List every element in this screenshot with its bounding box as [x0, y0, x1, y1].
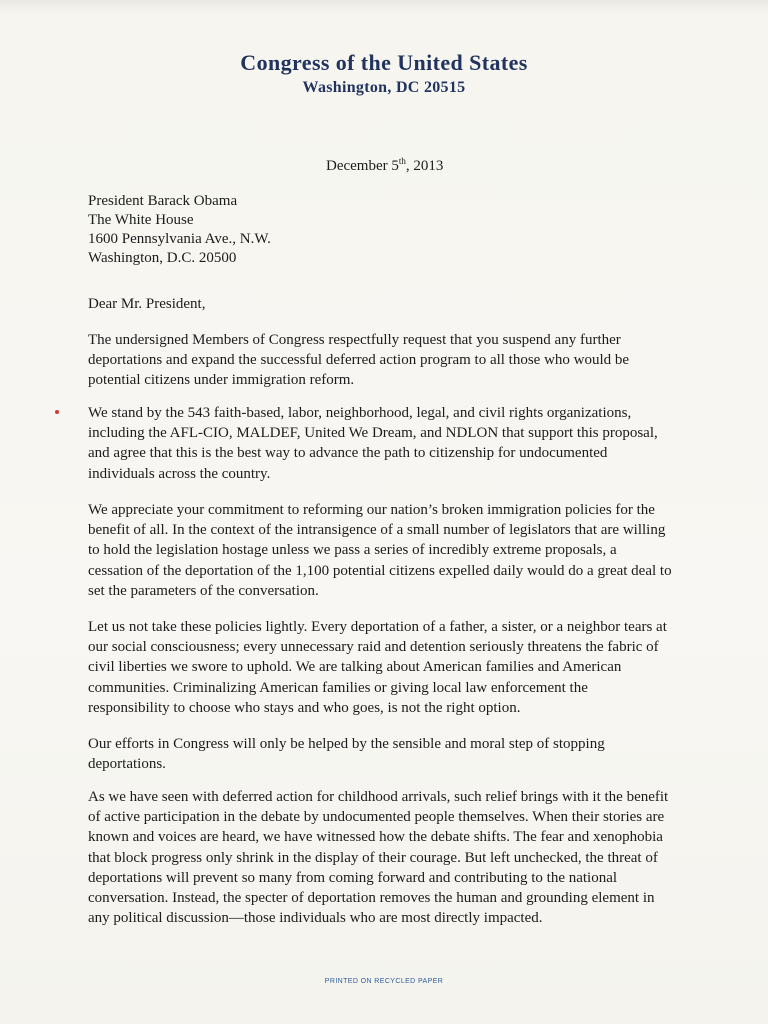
date-year: , 2013	[405, 158, 444, 174]
paragraph-6	[88, 787, 688, 928]
paragraph-line: civil liberties we swore to uphold. We are talking about American families and American	[88, 659, 622, 676]
recipient-line: President Barack Obama	[88, 193, 238, 209]
paragraph-2	[88, 403, 688, 484]
paragraph-3	[88, 500, 688, 601]
paragraph-line: any political discussion—those individuals who are most directly impacted.	[88, 910, 543, 927]
date-month-day: December 5	[326, 158, 399, 174]
letterhead-address: Washington, DC 20515	[302, 79, 466, 96]
paragraph-line: deportations will prevent so many from coming forward and contributing to the national	[88, 869, 618, 886]
paragraph-line: and agree that this is the best way to advance the path to citizenship for undocumented	[88, 445, 608, 462]
paragraph-line: We appreciate your commitment to reforming our nation’s broken immigration policies for the	[88, 502, 655, 518]
letter-date	[326, 158, 443, 175]
paragraph-line: potential citizens under immigration reform.	[88, 372, 355, 389]
paragraph-4	[88, 617, 688, 718]
paragraph-line: Let us not take these policies lightly. Every deportation of a father, a sister, or a neighbor tears at	[88, 619, 667, 635]
paragraph-line: The undersigned Members of Congress respectfully request that you suspend any further	[88, 332, 621, 348]
paragraph-line: of active participation in the debate by undocumented people themselves. When their stories are	[88, 809, 665, 826]
recipient-address	[88, 192, 271, 268]
recipient-line: The White House	[88, 212, 194, 228]
recipient-line: 1600 Pennsylvania Ave., N.W.	[88, 231, 271, 247]
paragraph-line: communities. Criminalizing American families or giving local law enforcement the	[88, 679, 588, 696]
paragraph-line: deportations and expand the successful deferred action program to all those who would be	[88, 352, 630, 369]
paragraph-5	[88, 734, 688, 774]
recipient-line: Washington, D.C. 20500	[88, 250, 237, 266]
salutation: Dear Mr. President,	[88, 296, 206, 312]
date-suffix: th	[398, 156, 406, 166]
paragraph-line: individuals across the country.	[88, 465, 271, 482]
paragraph-line: including the AFL-CIO, MALDEF, United We Dream, and NDLON that support this proposal,	[88, 425, 658, 442]
paragraph-line: responsibility to choose who stays and who goes, is not the right option.	[88, 699, 521, 716]
paragraph-line: deportations.	[88, 756, 166, 773]
margin-mark	[55, 410, 59, 414]
paragraph-line: benefit of all. In the context of the intransigence of a small number of legislators that are willing	[88, 522, 666, 539]
paragraph-line: set the parameters of the conversation.	[88, 582, 319, 599]
paragraph-line: We stand by the 543 faith-based, labor, neighborhood, legal, and civil rights organizations,	[88, 405, 632, 421]
paragraph-line: conversation. Instead, the specter of deportation removes the human and grounding element in	[88, 890, 655, 907]
paragraph-line: to hold the legislation hostage unless we pass a series of incredibly extreme proposals, a	[88, 542, 617, 559]
letterhead-title: Congress of the United States	[240, 50, 528, 75]
paragraph-line: our social consciousness; every unnecessary raid and detention seriously threatens the fabric of	[88, 639, 659, 656]
paragraph-line: cessation of the deportation of the 1,100 potential citizens expelled daily would do a great deal to	[88, 562, 672, 579]
recycled-paper-footer: PRINTED ON RECYCLED PAPER	[324, 978, 444, 985]
paragraph-line: that block progress only shrink in the display of their courage. But left unchecked, the threat of	[88, 849, 658, 866]
paragraph-1	[88, 330, 688, 391]
paragraph-line: known and voices are heard, we have witnessed how the debate shifts. The fear and xenophobia	[88, 829, 663, 846]
paragraph-line: Our efforts in Congress will only be helped by the sensible and moral step of stopping	[88, 736, 605, 752]
paragraph-line: As we have seen with deferred action for childhood arrivals, such relief brings with it the benefit	[88, 789, 669, 805]
